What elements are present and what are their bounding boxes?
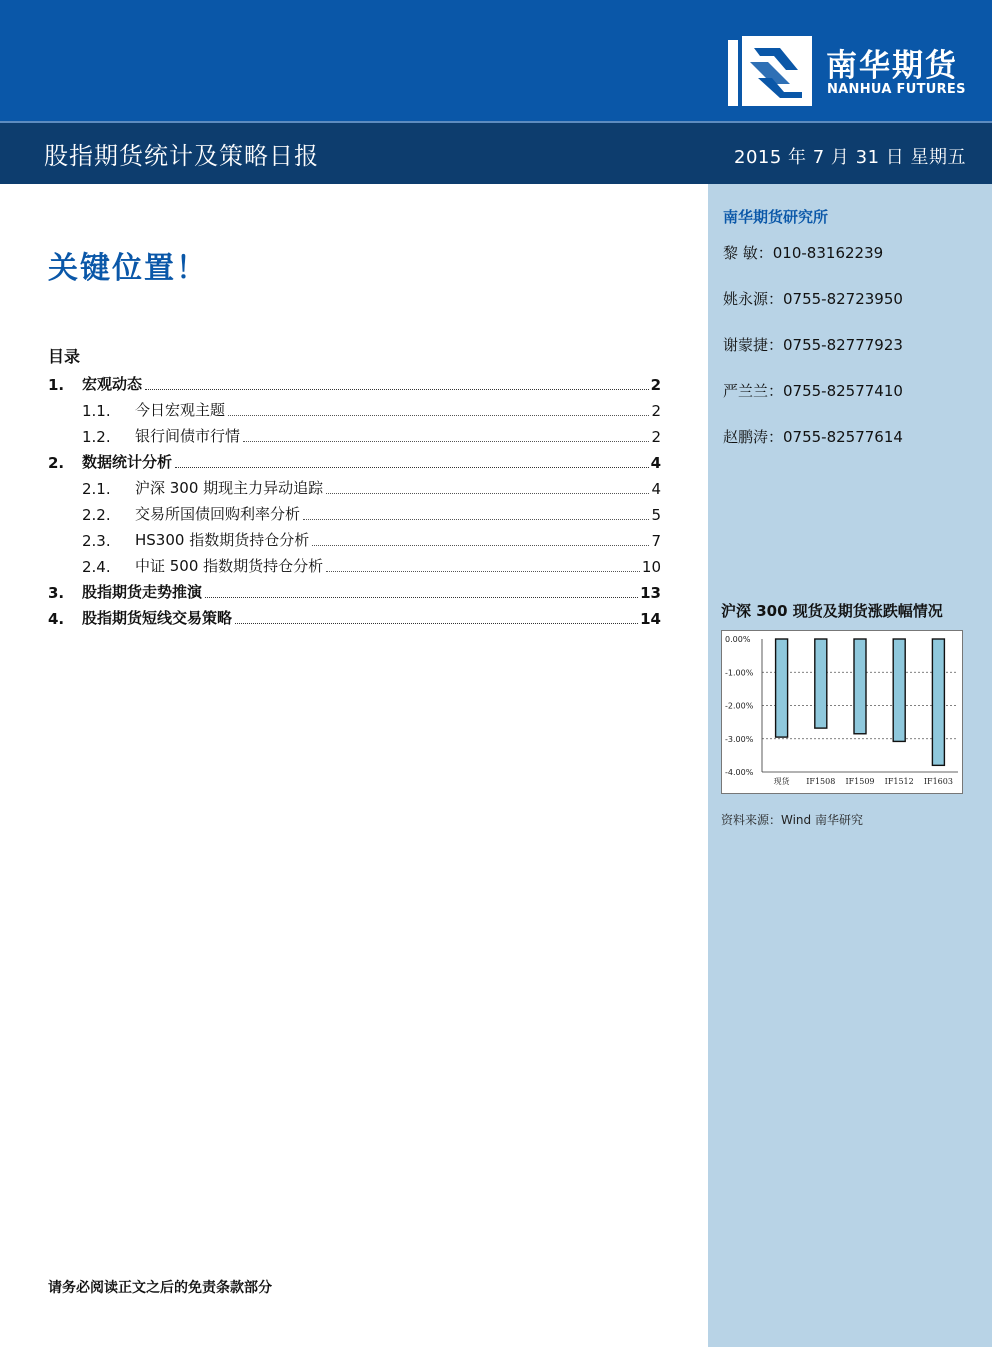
bar (893, 639, 905, 741)
sidebar (708, 184, 992, 1347)
contact-item: 谢蒙捷：0755-82777923 (723, 336, 903, 354)
x-tick-label: 现货 (773, 777, 790, 786)
toc-title: 银行间债市行情 (135, 427, 241, 445)
toc-title: 中证 500 指数期货持仓分析 (135, 557, 324, 575)
toc-title: 股指期货走势推演 (82, 583, 203, 601)
toc-heading: 目录 (48, 347, 81, 366)
nanhua-logo (728, 34, 978, 110)
toc-entry[interactable] (48, 550, 661, 576)
y-tick-label: -3.00% (725, 734, 754, 744)
title-band (0, 121, 992, 184)
logo-chinese-name: 南华期货 (826, 48, 958, 84)
y-tick-label: 0.00% (725, 635, 751, 644)
toc-number: 2.2. (82, 506, 111, 524)
x-tick-label: IF1509 (845, 777, 875, 786)
main-heading: 关键位置！ (48, 251, 208, 286)
y-tick-label: -1.00% (725, 668, 754, 678)
contact-item: 黎 敏：010-83162239 (723, 244, 884, 262)
toc-title: HS300 指数期货持仓分析 (135, 531, 310, 549)
x-tick-label: IF1508 (806, 777, 836, 786)
bar (776, 639, 788, 737)
toc-entry[interactable] (48, 576, 661, 602)
table-of-contents (48, 368, 661, 628)
toc-number: 1.1. (82, 402, 111, 420)
toc-number: 2.4. (82, 558, 111, 576)
bar (815, 639, 827, 728)
toc-title: 今日宏观主题 (135, 401, 226, 419)
toc-page-number: 2 (651, 402, 661, 420)
report-date: 2015 年 7 月 31 日 星期五 (734, 147, 966, 168)
chart-canvas (722, 631, 962, 793)
toc-leader-dots (145, 388, 649, 390)
toc-page-number: 7 (651, 532, 661, 550)
toc-leader-dots (326, 492, 649, 494)
toc-title: 宏观动态 (82, 375, 143, 393)
analyst-contacts (723, 242, 903, 472)
toc-page-number: 5 (651, 506, 661, 524)
toc-title: 股指期货短线交易策略 (82, 609, 233, 627)
toc-page-number: 4 (650, 454, 661, 472)
chart-title: 沪深 300 现货及期货涨跌幅情况 (721, 602, 943, 620)
toc-number: 4. (48, 610, 65, 628)
toc-number: 1.2. (82, 428, 111, 446)
toc-number: 2.1. (82, 480, 111, 498)
toc-entry[interactable] (48, 394, 661, 420)
toc-number: 2.3. (82, 532, 111, 550)
toc-page-number: 10 (641, 558, 661, 576)
disclaimer-note: 请务必阅读正文之后的免责条款部分 (48, 1280, 272, 1296)
toc-entry[interactable] (48, 446, 661, 472)
bar (932, 639, 944, 765)
y-tick-label: -2.00% (725, 701, 754, 711)
toc-number: 1. (48, 376, 65, 394)
nanhua-logo-icon (728, 34, 814, 108)
logo-english-name: NANHUA FUTURES (827, 82, 966, 97)
toc-leader-dots (243, 440, 649, 442)
toc-entry[interactable] (48, 420, 661, 446)
contact-item: 严兰兰：0755-82577410 (723, 382, 903, 400)
toc-entry[interactable] (48, 602, 661, 628)
toc-leader-dots (303, 518, 649, 520)
toc-page-number: 2 (651, 428, 661, 446)
toc-leader-dots (312, 544, 649, 546)
x-tick-label: IF1603 (923, 777, 953, 786)
change-bar-chart (721, 630, 963, 794)
contact-item: 赵鹏涛：0755-82577614 (723, 428, 903, 446)
toc-leader-dots (175, 466, 649, 468)
toc-leader-dots (205, 596, 638, 598)
report-title: 股指期货统计及策略日报 (44, 142, 319, 170)
toc-number: 2. (48, 454, 65, 472)
x-tick-label: IF1512 (884, 777, 914, 786)
toc-number: 3. (48, 584, 65, 602)
institute-name: 南华期货研究所 (723, 208, 829, 226)
toc-entry[interactable] (48, 472, 661, 498)
toc-leader-dots (326, 570, 640, 572)
contact-item: 姚永源：0755-82723950 (723, 290, 903, 308)
toc-entry[interactable] (48, 368, 661, 394)
bar (854, 639, 866, 734)
toc-title: 数据统计分析 (82, 453, 173, 471)
toc-title: 交易所国债回购利率分析 (135, 505, 301, 523)
toc-page-number: 14 (640, 610, 661, 628)
toc-page-number: 2 (650, 376, 661, 394)
toc-page-number: 4 (651, 480, 661, 498)
toc-leader-dots (228, 414, 649, 416)
toc-page-number: 13 (640, 584, 661, 602)
header-band (0, 0, 992, 121)
y-tick-label: -4.00% (725, 768, 754, 777)
toc-entry[interactable] (48, 524, 661, 550)
toc-entry[interactable] (48, 498, 661, 524)
toc-title: 沪深 300 期现主力异动追踪 (135, 479, 324, 497)
toc-leader-dots (235, 622, 638, 624)
chart-source: 资料来源：Wind 南华研究 (721, 813, 863, 827)
